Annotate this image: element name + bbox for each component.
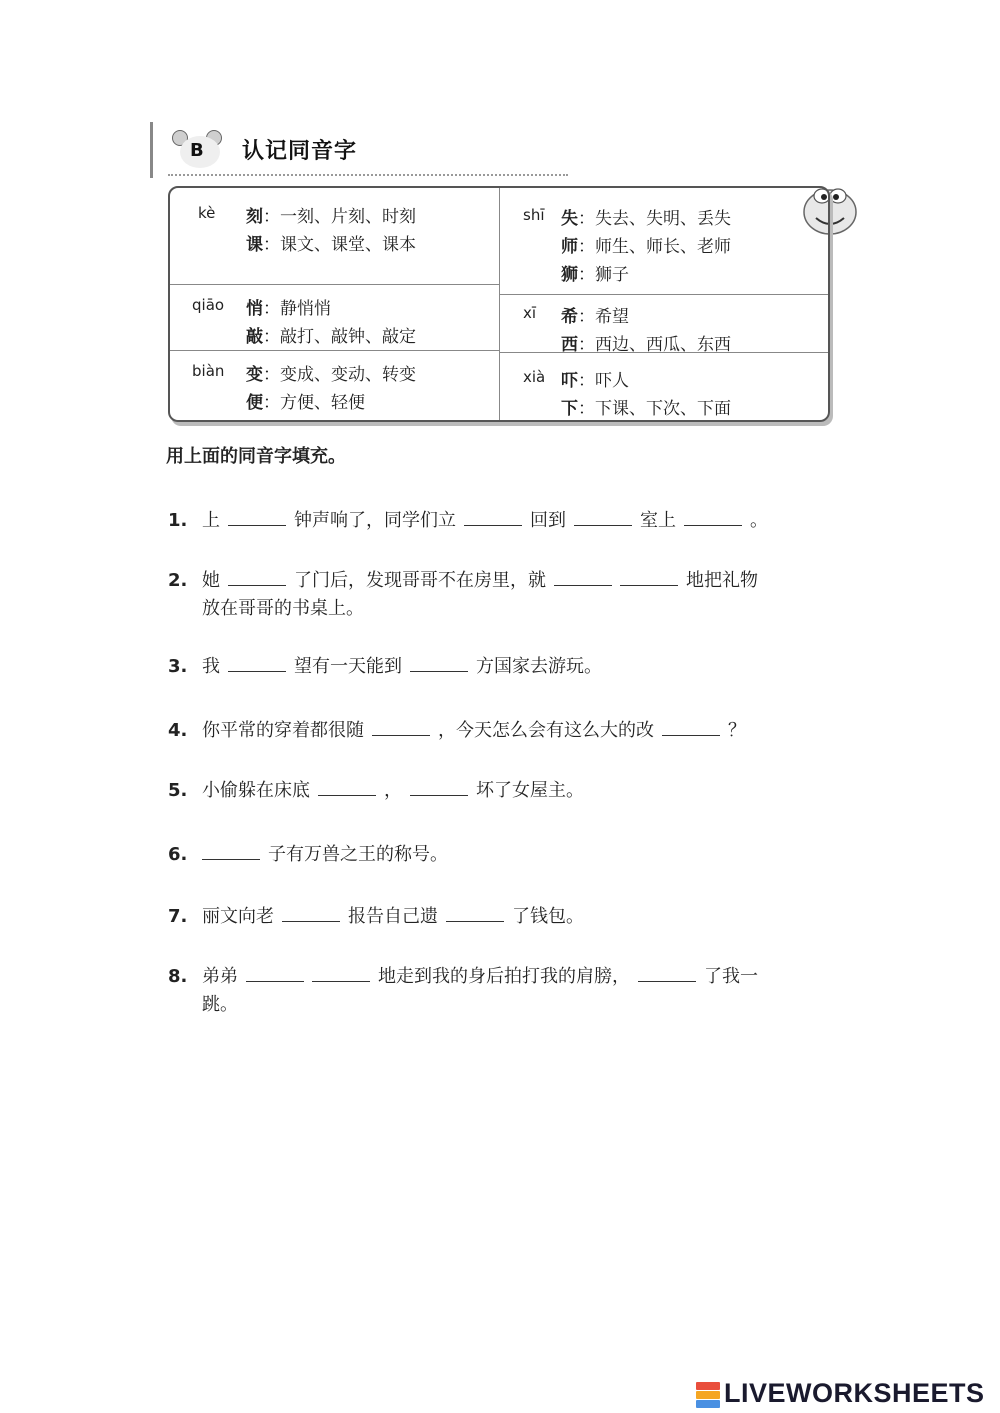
answer-blank[interactable] <box>282 907 340 922</box>
word-line: 便：方便、轻便 <box>246 393 365 413</box>
logo-icon <box>696 1382 720 1408</box>
section-header <box>150 118 850 178</box>
answer-blank[interactable] <box>574 511 632 526</box>
pinyin: qiāo <box>192 296 225 314</box>
word-line: 西：西边、西瓜、东西 <box>561 335 731 355</box>
word-line: 课：课文、课堂、课本 <box>246 235 416 255</box>
table-divider-vertical <box>499 188 500 420</box>
answer-blank[interactable] <box>228 511 286 526</box>
answer-blank[interactable] <box>684 511 742 526</box>
section-badge <box>172 130 234 170</box>
word-line: 师：师生、师长、老师 <box>561 237 731 257</box>
question-2-continued: 放在哥哥的书桌上。 <box>202 598 364 619</box>
pinyin: shī <box>523 206 545 224</box>
answer-blank[interactable] <box>202 845 260 860</box>
answer-blank[interactable] <box>312 967 370 982</box>
answer-blank[interactable] <box>318 781 376 796</box>
word-line: 狮：狮子 <box>561 265 629 285</box>
answer-blank[interactable] <box>446 907 504 922</box>
instruction-text: 用上面的同音字填充。 <box>166 446 346 467</box>
word-line: 刻：一刻、片刻、时刻 <box>246 207 416 227</box>
table-divider <box>170 350 499 351</box>
table-divider <box>499 294 828 295</box>
question-2: 2. 她 了门后，发现哥哥不在房里，就 地把礼物 <box>168 570 758 591</box>
word-line: 悄：静悄悄 <box>246 299 331 319</box>
question-4: 4. 你平常的穿着都很随 ，今天怎么会有这么大的改 ？ <box>168 720 746 741</box>
word-line: 希：希望 <box>561 307 629 327</box>
dotted-divider <box>168 174 568 176</box>
answer-blank[interactable] <box>554 571 612 586</box>
answer-blank[interactable] <box>372 721 430 736</box>
section-title: 认记同音字 <box>242 139 358 164</box>
pinyin: kè <box>198 204 216 222</box>
table-divider <box>170 284 499 285</box>
question-6: 6. 子有万兽之王的称号。 <box>168 844 448 865</box>
margin-bar <box>150 122 153 178</box>
answer-blank[interactable] <box>638 967 696 982</box>
answer-blank[interactable] <box>228 657 286 672</box>
question-5: 5. 小偷躲在床底 ， 坏了女屋主。 <box>168 780 584 801</box>
question-1: 1. 上 钟声响了，同学们立 回到 室上 。 <box>168 510 768 531</box>
answer-blank[interactable] <box>246 967 304 982</box>
word-line: 变：变成、变动、转变 <box>246 365 416 385</box>
pinyin: xī <box>523 304 537 322</box>
answer-blank[interactable] <box>228 571 286 586</box>
word-line: 吓：吓人 <box>561 371 629 391</box>
question-8: 8. 弟弟 地走到我的身后拍打我的肩膀， 了我一 <box>168 966 758 987</box>
pinyin: xià <box>523 368 546 386</box>
logo-text: LIVEWORKSHEETS <box>724 1378 985 1408</box>
question-7: 7. 丽文向老 报告自己遗 了钱包。 <box>168 906 584 927</box>
section-letter: B <box>190 140 204 161</box>
answer-blank[interactable] <box>662 721 720 736</box>
liveworksheets-logo <box>696 1378 996 1412</box>
word-line: 敲：敲打、敲钟、敲定 <box>246 327 416 347</box>
answer-blank[interactable] <box>620 571 678 586</box>
word-line: 失：失去、失明、丢失 <box>561 209 731 229</box>
answer-blank[interactable] <box>410 781 468 796</box>
answer-blank[interactable] <box>464 511 522 526</box>
answer-blank[interactable] <box>410 657 468 672</box>
homophone-table <box>168 186 830 422</box>
question-8-continued: 跳。 <box>202 994 238 1015</box>
question-3: 3. 我 望有一天能到 方国家去游玩。 <box>168 656 602 677</box>
pinyin: biàn <box>192 362 225 380</box>
word-line: 下：下课、下次、下面 <box>561 399 731 419</box>
